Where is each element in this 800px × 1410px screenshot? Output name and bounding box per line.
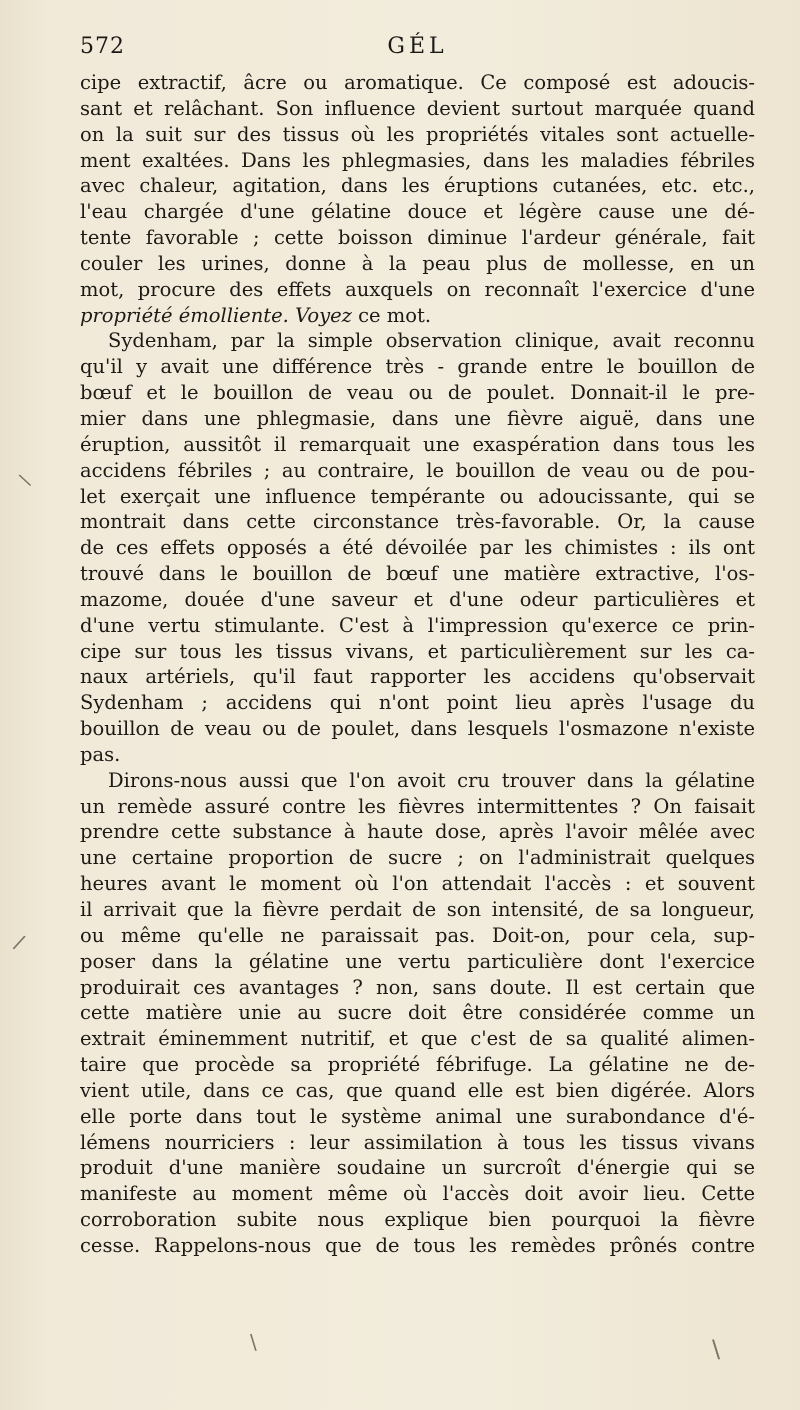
stray-ink-mark: \ [712,1335,721,1363]
body-text [80,70,755,1259]
text-line: cesse. Rappelons-nous que de tous les remèdes prônés contre [80,1233,755,1257]
text-line: d'une vertu stimulante. C'est à l'impression qu'exerce ce prin- [80,613,755,637]
text-line: cipe extractif, âcre ou aromatique. Ce composé est adoucis- [80,71,755,94]
paragraph-start: Sydenham, par la simple observation clinique, avait reconnu [108,329,755,353]
text-line: Sydenham ; accidens qui n'ont point lieu après l'usage du [80,691,755,715]
text-line: cette matière unie au sucre doit être considérée comme un [80,1001,755,1025]
text-line: ou même qu'elle ne paraissait pas. Doit-on, pour cela, sup- [80,923,755,947]
margin-pencil-mark: \ [17,469,33,492]
page-header [80,34,755,66]
text-line: un remède assuré contre les fièvres intermittentes ? On faisait [80,794,755,818]
text-line: on la suit sur des tissus où les propriétés vitales sont actuelle- [80,122,755,146]
text-line: produirait ces avantages ? non, sans doute. Il est certain que [80,975,755,999]
text-line: cipe sur tous les tissus vivans, et particulièrement sur les ca- [80,639,755,663]
text-line: extrait éminemment nutritif, et que c'est de sa qualité alimen- [80,1027,755,1051]
text-line: bœuf et le bouillon de veau ou de poulet. Donnait-il le pre- [80,381,755,405]
italic-voyez: Voyez [295,303,352,327]
text-line: éruption, aussitôt il remarquait une exaspération dans tous les [80,432,755,456]
text-line: avec chaleur, agitation, dans les éruptions cutanées, etc. etc., [80,174,755,198]
text-line: elle porte dans tout le système animal une surabondance d'é- [80,1104,755,1128]
text-line: mot, procure des effets auxquels on reconnaît l'exercice d'une [80,277,755,301]
text-line: tente favorable ; cette boisson diminue l'ardeur générale, fait [80,226,755,250]
text-line: mazome, douée d'une saveur et d'une odeur particulières et [80,587,755,611]
paragraph-end-line: pas. [80,742,121,766]
line-tail: ce mot. [358,303,432,327]
stray-ink-mark: \ [250,1330,257,1354]
text-line: naux artériels, qu'il faut rapporter les accidens qu'observait [80,665,755,689]
text-line: sant et relâchant. Son influence devient surtout marquée quand [80,96,755,120]
text-line: produit d'une manière soudaine un surcroît d'énergie qui se [80,1156,755,1180]
text-line: poser dans la gélatine une vertu particulière dont l'exercice [80,949,755,973]
text-line: prendre cette substance à haute dose, après l'avoir mêlée avec [80,820,755,844]
text-line: mier dans une phlegmasie, dans une fièvre aiguë, dans une [80,406,755,430]
text-line: accidens fébriles ; au contraire, le bouillon de veau ou de pou- [80,458,755,482]
text-line: lémens nourriciers : leur assimilation à tous les tissus vivans [80,1130,755,1154]
margin-pencil-mark: / [11,929,28,955]
paragraph-start: Dirons-nous aussi que l'on avoit cru trouver dans la gélatine [108,768,755,792]
text-line: bouillon de veau ou de poulet, dans lesquels l'osmazone n'existe [80,717,755,741]
text-line: ment exaltées. Dans les phlegmasies, dans les maladies fébriles [80,148,755,172]
text-line: il arrivait que la fièvre perdait de son intensité, de sa longueur, [80,898,755,921]
text-line: trouvé dans le bouillon de bœuf une matière extractive, l'os- [80,562,755,586]
text-line: l'eau chargée d'une gélatine douce et légère cause une dé- [80,200,755,224]
page-number: 572 [80,34,125,59]
text-line: qu'il y avait une différence très - grande entre le bouillon de [80,355,755,379]
text-line: let exerçait une influence tempérante ou adoucissante, qui se [80,484,755,508]
text-line: montrait dans cette circonstance très-favorable. Or, la cause [80,510,755,534]
text-line: couler les urines, donne à la peau plus de mollesse, en un [80,251,755,275]
text-line: vient utile, dans ce cas, que quand elle est bien digérée. Alors [80,1078,755,1102]
text-line: de ces effets opposés a été dévoilée par les chimistes : ils ont [80,536,755,560]
text-line: corroboration subite nous explique bien pourquoi la fièvre [80,1208,755,1232]
text-line-italic-end [80,303,755,329]
text-line: taire que procède sa propriété fébrifuge. La gélatine ne de- [80,1053,755,1077]
running-head: GÉL [387,34,448,59]
text-line: manifeste au moment même où l'accès doit avoir lieu. Cette [80,1182,755,1206]
text-line: une certaine proportion de sucre ; on l'administrait quelques [80,846,755,870]
text-line: heures avant le moment où l'on attendait l'accès : et souvent [80,872,755,896]
italic-phrase: propriété émolliente. [80,303,289,327]
